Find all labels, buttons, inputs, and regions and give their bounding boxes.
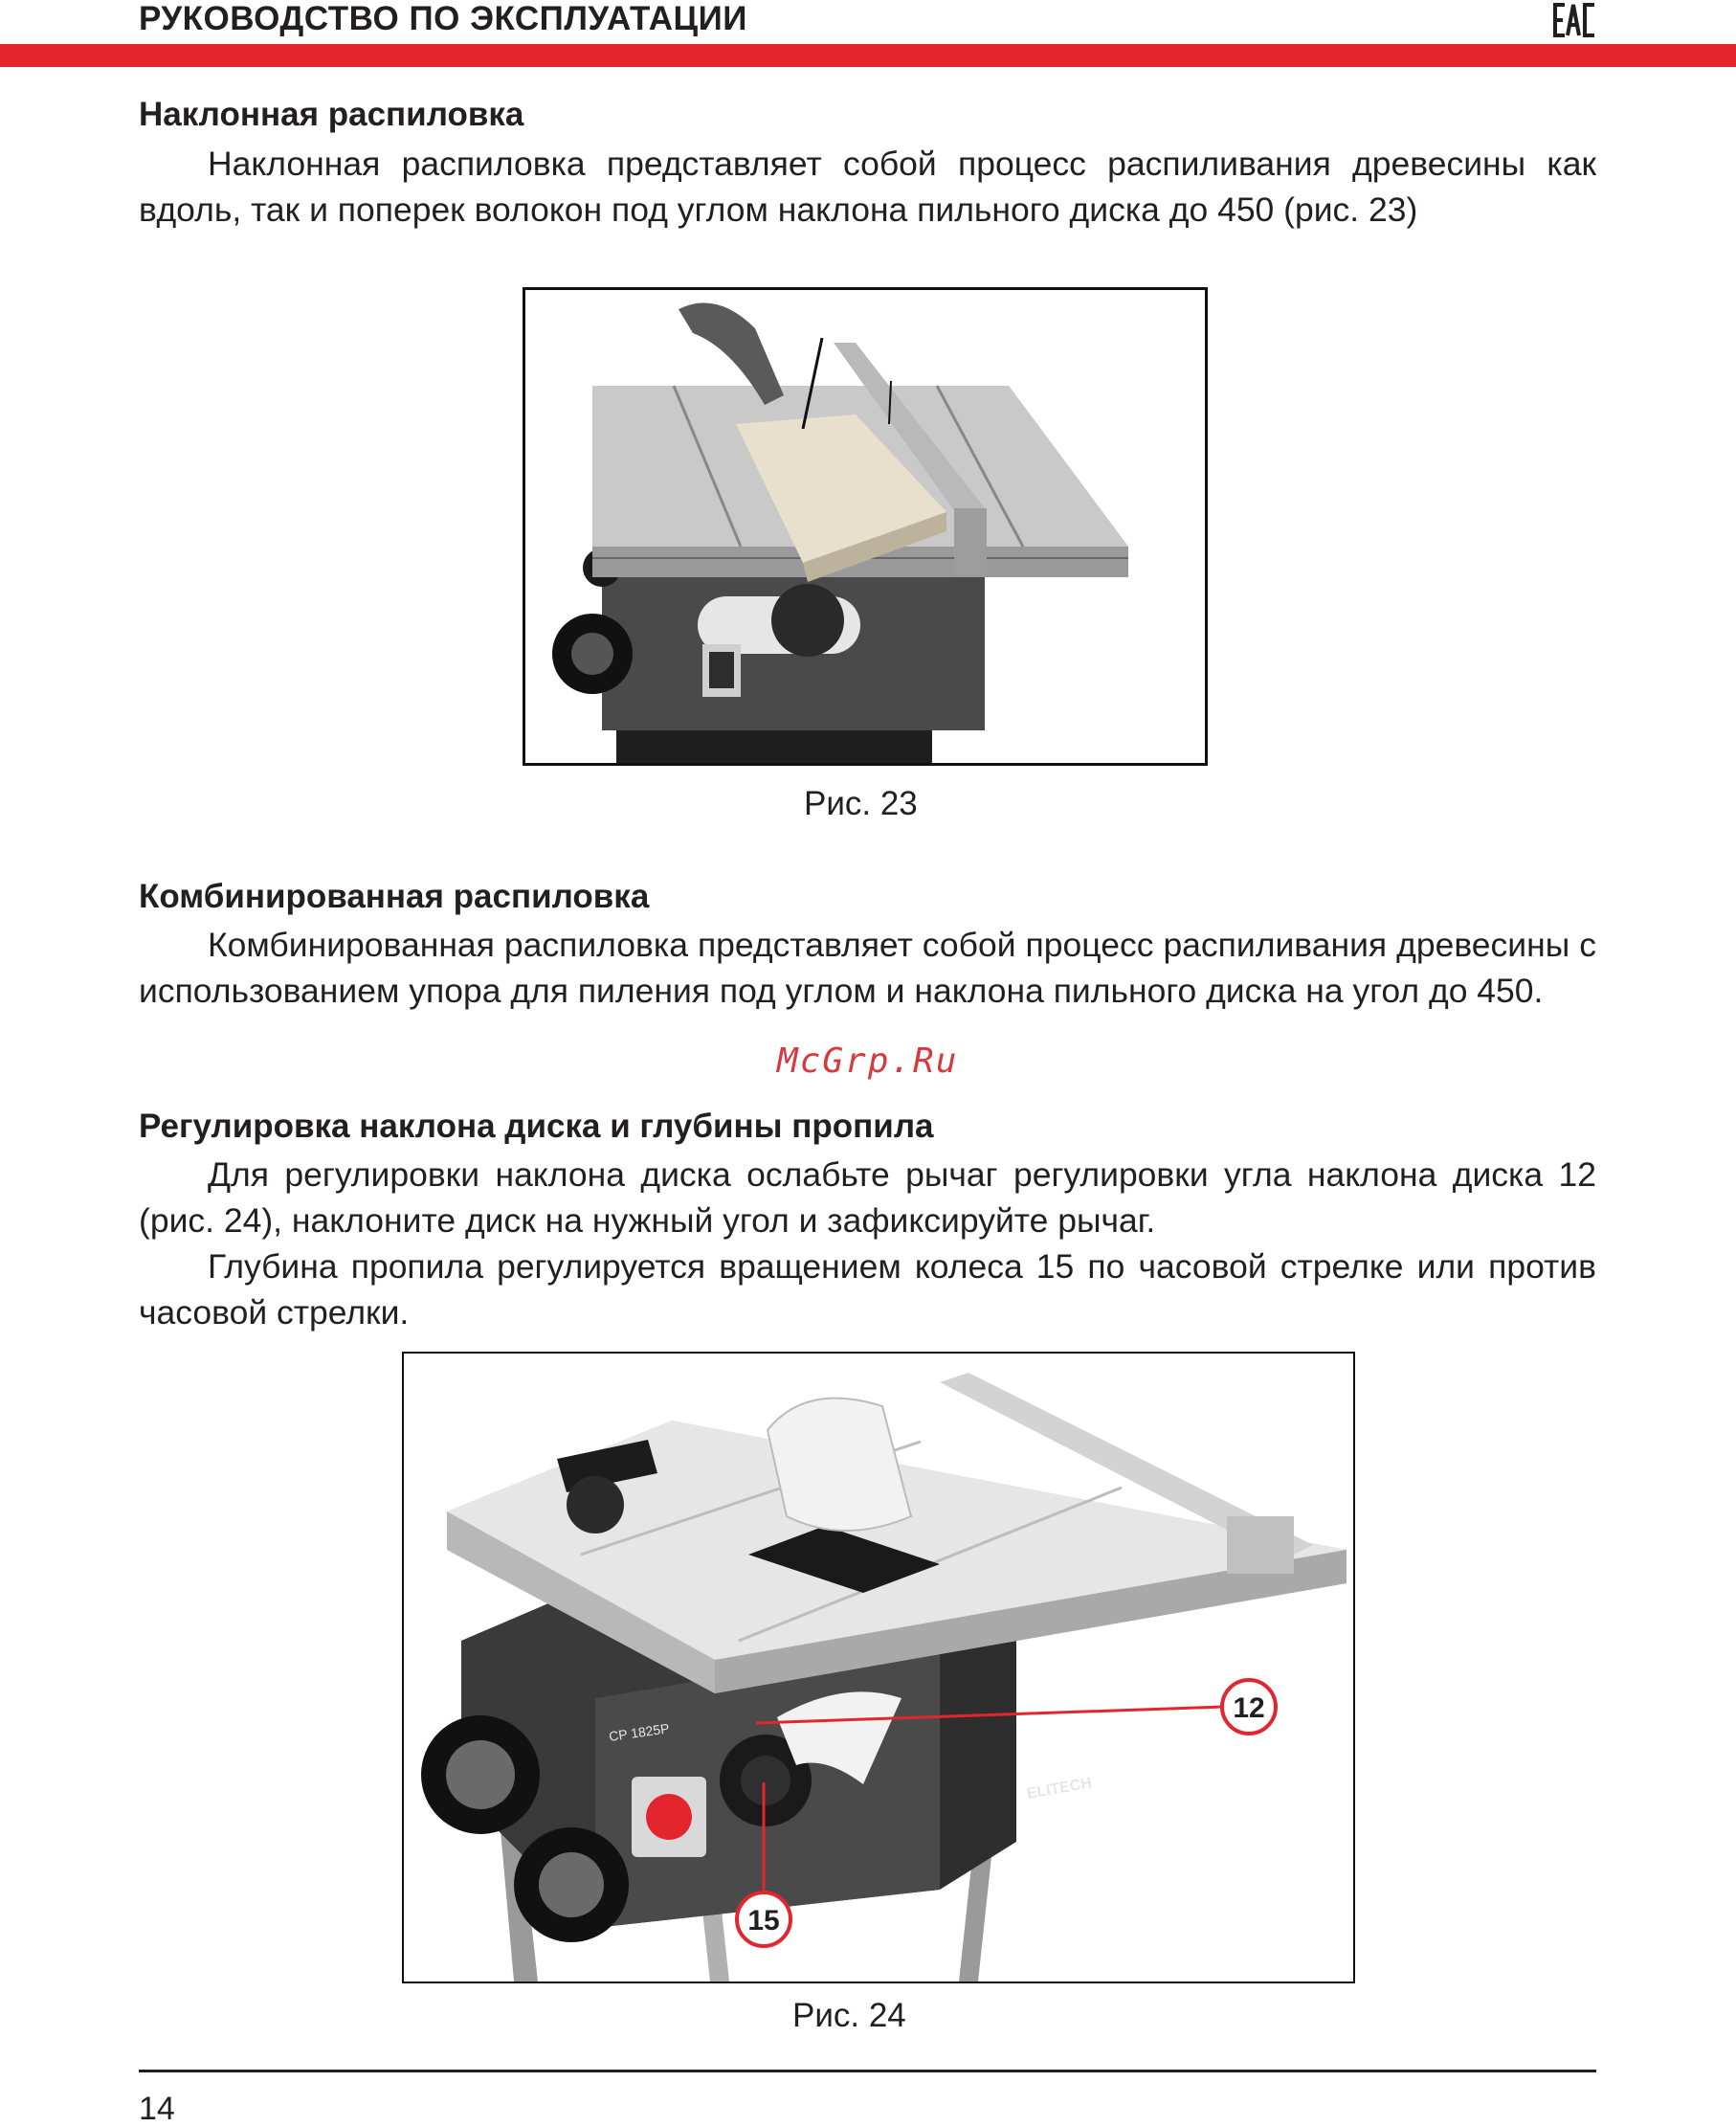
- section-heading-adjustment: Регулировка наклона диска и глубины пропила: [139, 1108, 934, 1145]
- footer-rule: [139, 2070, 1596, 2072]
- eac-logo-icon: [1552, 2, 1596, 38]
- section-heading-combined-cut: Комбинированная распиловка: [139, 878, 650, 915]
- figure-24-caption: Рис. 24: [792, 1997, 906, 2034]
- callout-12: 12: [1233, 1692, 1265, 1724]
- paragraph-tilt-cut: Наклонная распиловка представляет собой процесс распиливания древесины как вдоль, так и поперек волокон под углом наклона пильного диска до 450 (рис. 23): [139, 145, 1596, 229]
- figure-23-caption: Рис. 23: [804, 785, 918, 822]
- callout-15: 15: [747, 1905, 780, 1937]
- figure-23-image: [523, 287, 1208, 766]
- paragraph-depth-adjustment: Глубина пропила регулируется вращением колеса 15 по часовой стрелке или против часовой стрелки.: [139, 1247, 1596, 1332]
- brand-label: ELITECH: [1025, 1775, 1094, 1802]
- page-number: 14: [139, 2091, 175, 2127]
- header-title: РУКОВОДСТВО ПО ЭКСПЛУАТАЦИИ: [139, 0, 747, 37]
- figure-24-image: [402, 1352, 1355, 1983]
- paragraph-tilt-adjustment: Для регулировки наклона диска ослабьте рычаг регулировки угла наклона диска 12 (рис. 24), наклоните диск на нужный угол и зафиксируйте рычаг.: [139, 1155, 1596, 1240]
- watermark: McGrp.Ru: [777, 1041, 959, 1081]
- paragraph-combined-cut: Комбинированная распиловка представляет собой процесс распиливания древесины с использованием упора для пиления под углом и наклона пильного диска на угол до 450.: [139, 926, 1596, 1010]
- header-accent-bar: [0, 44, 1736, 67]
- model-label: CP 1825P: [608, 1720, 671, 1744]
- section-heading-tilt-cut: Наклонная распиловка: [139, 96, 524, 133]
